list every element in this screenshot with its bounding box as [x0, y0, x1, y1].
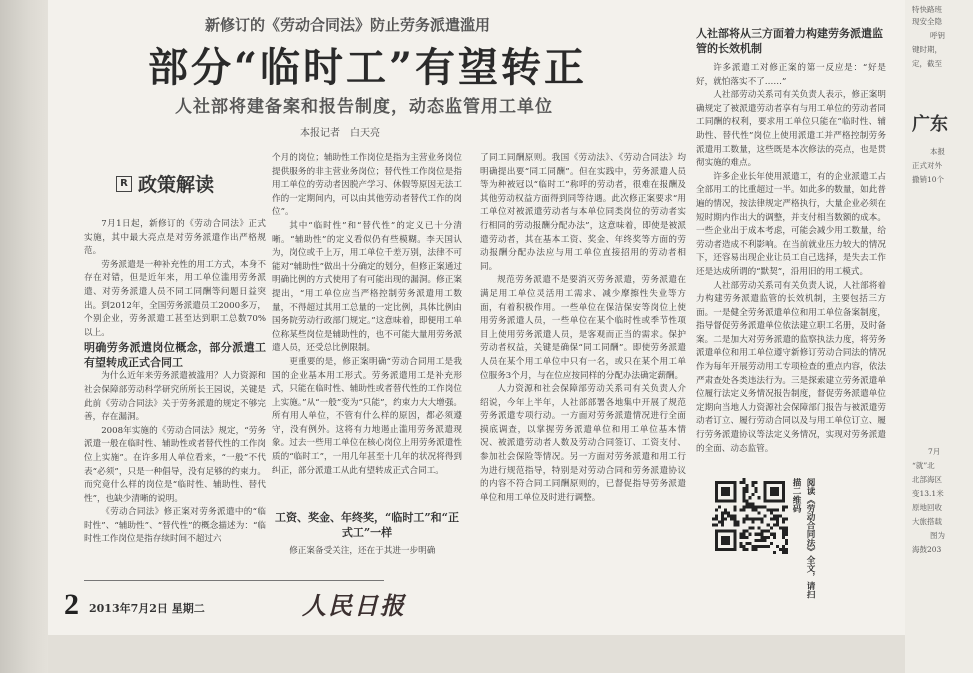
adjacent-text: 呼钥 — [930, 31, 945, 40]
adjacent-text: “就”北 — [912, 461, 935, 470]
adjacent-headline: 广东 — [912, 114, 948, 135]
qr-caption — [790, 478, 815, 598]
paragraph: 劳务派遣是一种补充性的用工方式，本身不存在对错，但是近年来，用工单位滥用劳务派遣、对劳务派遣人员不同工同酬等问题日益突出。到2012年，全国劳务派遣员工2000多万，个别企业，劳务派遣工甚至达到职工总数70%以上。 — [84, 259, 266, 338]
adjacent-text: 撒销10个 — [912, 175, 945, 184]
column-2 — [272, 152, 462, 506]
adjacent-text: 7月 — [928, 447, 941, 456]
adjacent-text: 本报 — [930, 147, 945, 156]
paragraph: 《劳动合同法》修正案对劳务派遣中的“临时性”、“辅助性”、“替代性”的概念描述为：“临时性工作岗位是指存续时间不超过六 — [84, 507, 266, 545]
paragraph: 许多企业长年使用派遣工，有的企业派遣工占全部用工的比重超过一半。如此多的数量，如此普遍的情况，按法律规定严格执行，大量企业必须在短时期内作出大的调整，并支付相当数额的成本。一些企业出于成本考虑，可能会减少用工数量，给劳动者造成不利影响。在当前就业压力较大的情况下，还容易出现企业让员工自己选择，是失去工作还是达成所谓的“默契”，沿用旧的用工模式。 — [696, 171, 886, 277]
subheading: 明确劳务派遣岗位概念，部分派遣工有望转成正式合同工 — [84, 341, 266, 370]
paragraph: 为什么近年来劳务派遣被滥用？人力资源和社会保障部劳动科学研究所所长王园说，关键是此前《劳动合同法》关于劳务派遣的规定不够完善，存在漏洞。 — [84, 371, 266, 423]
paragraph: 了同工同酬原则。我国《劳动法》、《劳动合同法》均明确提出要“同工同酬”。但在实践中，劳务派遣人员等为种被冠以“临时工”称呼的劳动者，很难在报酬及其他劳动权益方面得到同等待遇。此次修正案要求“用工单位对被派遣劳动者与本单位同类岗位的劳动者实行相同的劳动报酬分配办法”，这意味着，即使是被派遣劳动者，其在基本工资、奖金、年终奖等方面的劳动报酬分配办法应与用工单位直接招用的劳动者相同。 — [480, 153, 686, 272]
column-4 — [696, 62, 886, 470]
bottom-fold-strip — [48, 635, 905, 673]
paragraph: 其中“临时性”和“替代性”的定义已十分清晰。“辅助性”的定义看似仍有些模糊。李天国认为，岗位或千上万，用工单位千差万别，法律不可能对“辅助性”做出十分确定的划分，但修正案通过明确比例的方式使用了有可能出现的漏洞。修正案提出，“用工单位应当严格控制劳务派遣用工数量，不得超过其用工总量的一定比例，具体比例由国务院劳动行政部门规定。”这意味着，即便用工单位称某些岗位是辅助性的，也不可能大量用劳务派遣人员，还受总比例限制。 — [272, 220, 462, 354]
folio-rule — [84, 580, 384, 581]
folio — [64, 588, 205, 622]
qr-caption-line: 描二维码 — [791, 478, 801, 513]
adjacent-text: 定，截至 — [912, 59, 942, 68]
adjacent-text: 变13.1米 — [912, 489, 944, 498]
adjacent-text: 海鼓203 — [912, 545, 942, 554]
paragraph: 2008年实施的《劳动合同法》规定，“劳务派遣一般在临时性、辅助性或者替代性的工作岗位上实施”。在许多用人单位看来，“一般”不代表“必须”，只是一种倡导，没有足够的约束力。而究竟什么样的岗位是“临时性、辅助性、替代性”，也缺少清晰的说明。 — [84, 425, 266, 504]
column-1 — [84, 218, 266, 564]
adjacent-text: 正式对外 — [912, 161, 942, 170]
registered-icon: R — [116, 176, 132, 192]
page-edge-shadow — [0, 0, 48, 673]
paragraph: 许多派遣工对修正案的第一反应是：“好是好，就怕落实不了……” — [696, 63, 886, 87]
paragraph: 人力资源和社会保障部劳动关系司有关负责人介绍说，今年上半年，人社部部署各地集中开展了规范劳务派遣专项行动。一方面对劳务派遣情况进行全面摸底调查，以掌握劳务派遣单位和用工单位基本情况、被派遣劳动者人数及劳动合同签订、工资支付、参加社会保险等情况。另一方面对劳务派遣和用工行为进行规范指导，特别是对劳动合同和劳务派遣协议的内容不符合同工同酬原则的，已督促指导劳务派遣单位和用工单位及时进行调整。 — [480, 384, 686, 503]
column-4-heading: 人社部将从三方面着力构建劳务派遣监管的长效机制 — [696, 27, 883, 55]
adjacent-page — [905, 0, 973, 673]
adjacent-text: 北部海区 — [912, 475, 942, 484]
paragraph: 规范劳务派遣不是要消灭劳务派遣，劳务派遣在满足用工单位灵活用工需求、减少摩擦性失业等方面，有着积极作用。一些单位在保洁保安等岗位上使用劳务派遣人员，一些单位在某个临时性或季节性项目上使用劳务派遣人员，是客观而正当的需求。保护劳动者权益，关键是确保“同工同酬”。即使劳务派遣人员在某个用工单位中只有一名，或只在某个用工单位服务3个月，与在位应按同样的分配办法确定薪酬。 — [480, 275, 686, 381]
paragraph: 个月的岗位；辅助性工作岗位是指为主营业务岗位提供服务的非主营业务岗位；替代性工作岗位是指用工单位的劳动者因脱产学习、休假等原因无法工作的一定期间内，可以由其他劳动者替代工作的岗位”。 — [272, 153, 462, 218]
article-byline: 本报记者 白天亮 — [300, 128, 380, 139]
article-deck: 人社部将建备案和报告制度，动态监管用工单位 — [175, 97, 553, 117]
column-2-tail — [272, 545, 462, 559]
qr-caption-line: 阅读《劳动合同法》全文，请扫 — [805, 478, 815, 599]
section-heading — [116, 170, 214, 197]
section-label: 政策解读 — [138, 174, 215, 196]
subheading-2: 工资、奖金、年终奖，“临时工”和“正式工”一样 — [275, 511, 459, 539]
adjacent-text: 键时期， — [912, 45, 942, 54]
adjacent-text: 原地回收 — [912, 503, 942, 512]
adjacent-text: 图为 — [930, 531, 945, 540]
masthead-logo: 人民日报 — [302, 591, 406, 620]
paragraph: 修正案备受关注，还在于其进一步明确 — [289, 546, 436, 556]
adjacent-text: 大旅搭载 — [912, 517, 942, 526]
article-headline: 部分“临时工”有望转正 — [148, 44, 588, 91]
paragraph: 人社部劳动关系司有关负责人说，人社部将着力构建劳务派遣监管的长效机制，主要包括三方面。一是健全劳务派遣单位和用工单位备案制度，指导督促劳务派遣单位依法建立职工名册，及时备案。二是加大对劳务派遣的监察执法力度，将劳务派遣单位和用工单位遵守新修订劳动合同法的情况作为每年开展劳动用工专项检查的重点内容，依法严肃查处各类违法行为。三是探索建立劳务派遣单位履行法定义务情况报告制度，督促劳务派遣单位定期向当地人力资源社会保障部门报告与被派遣劳动者订立、履行劳动合同以及与用工单位订立、履行劳务派遣协议等法定义务情况，实现对劳务派遣的全面、动态监管。 — [696, 280, 886, 454]
issue-date: 2013年7月2日 星期二 — [89, 602, 205, 615]
qr-code[interactable] — [712, 478, 788, 554]
column-3 — [480, 152, 686, 564]
page-number: 2 — [64, 588, 79, 621]
paragraph: 7月1日起，新修订的《劳动合同法》正式实施，其中最大亮点是对劳务派遣作出严格规范。 — [84, 219, 266, 257]
article-kicker: 新修订的《劳动合同法》防止劳务派遣滥用 — [205, 16, 491, 34]
paragraph: 更重要的是，修正案明确“劳动合同用工是我国的企业基本用工形式。劳务派遣用工是补充形式，只能在临时性、辅助性或者替代性的工作岗位上实施。”从“一般”变为“只能”，约束力大大增强。所有用人单位，不管有什么样的原因，都必须遵守，没有例外。这将有力地遏止滥用劳务派遣现象。过去一些用工单位在核心岗位上用劳务派遣性质的“临时工”，一用几年甚至十几年的状况将得到纠正，部分派遣工从此有望转成正式合同工。 — [272, 356, 462, 476]
paragraph: 人社部劳动关系司有关负责人表示，修正案明确规定了被派遣劳动者享有与用工单位的劳动者同工同酬的权利，要求用工单位只能在“临时性、辅助性、替代性”岗位上使用派遣工并严格控制劳务派遣用工数量，这些既是本次修法的亮点，也是贯彻实施的难点。 — [696, 90, 886, 169]
adjacent-text: 特快路班 — [912, 5, 942, 14]
adjacent-text: 现安全隐 — [912, 17, 942, 26]
